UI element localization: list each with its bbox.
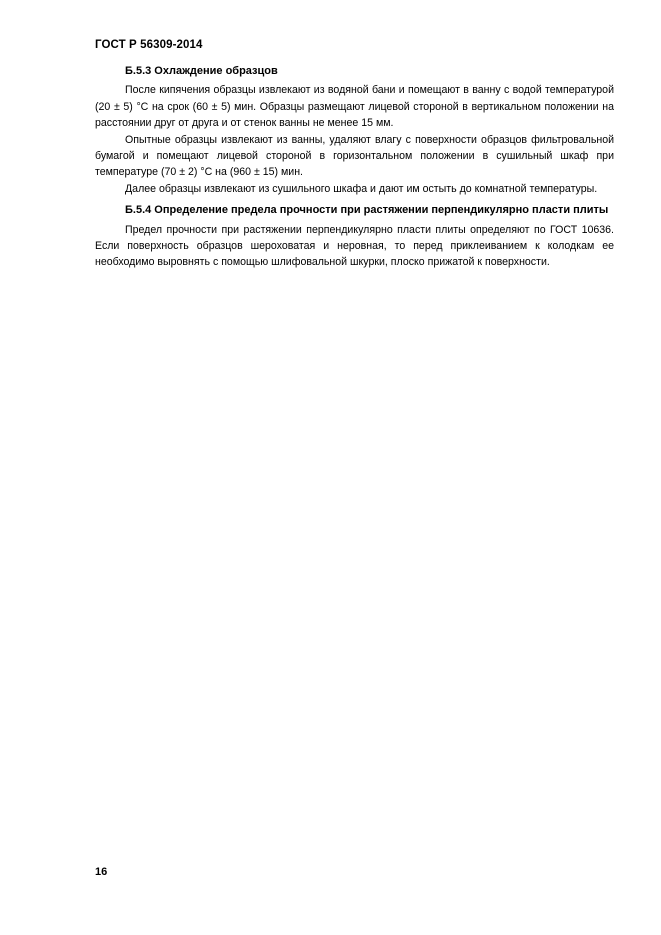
paragraph: После кипячения образцы извлекают из водяной бани и помещают в ванну с водой температурой (20 ± 5) °С на срок (60 ± 5) мин. Образцы размещают лицевой стороной в вертикальном положении на расстоянии друг от друга и от стенок ванны не менее 15 мм. (95, 84, 614, 130)
paragraph: Предел прочности при растяжении перпендикулярно пласти плиты определяют по ГОСТ 10636. Если поверхность образцов шероховатая и неровная, то перед приклеиванием к колодкам ее необходимо выровнять с помощью шлифовальной шкурки, плоско прижатой к поверхности. (95, 223, 614, 269)
page-number: 16 (95, 866, 108, 878)
paragraph: Далее образцы извлекают из сушильного шкафа и дают им остыть до комнатной температуры. (125, 182, 598, 195)
document-header: ГОСТ Р 56309-2014 (95, 39, 203, 51)
section-heading-b-5-4: Б.5.4 Определение предела прочности при растяжении перпендикулярно пласти плиты (125, 204, 609, 217)
paragraph: Опытные образцы извлекают из ванны, удаляют влагу с поверхности образцов фильтровальной бумагой и помещают лицевой стороной в горизонтальном положении в сушильный шкаф при температуре (70 ± 2) °С на (960 ± 15) мин. (95, 133, 614, 179)
document-body (95, 63, 614, 271)
section-heading-b-5-3: Б.5.3 Охлаждение образцов (125, 65, 278, 77)
